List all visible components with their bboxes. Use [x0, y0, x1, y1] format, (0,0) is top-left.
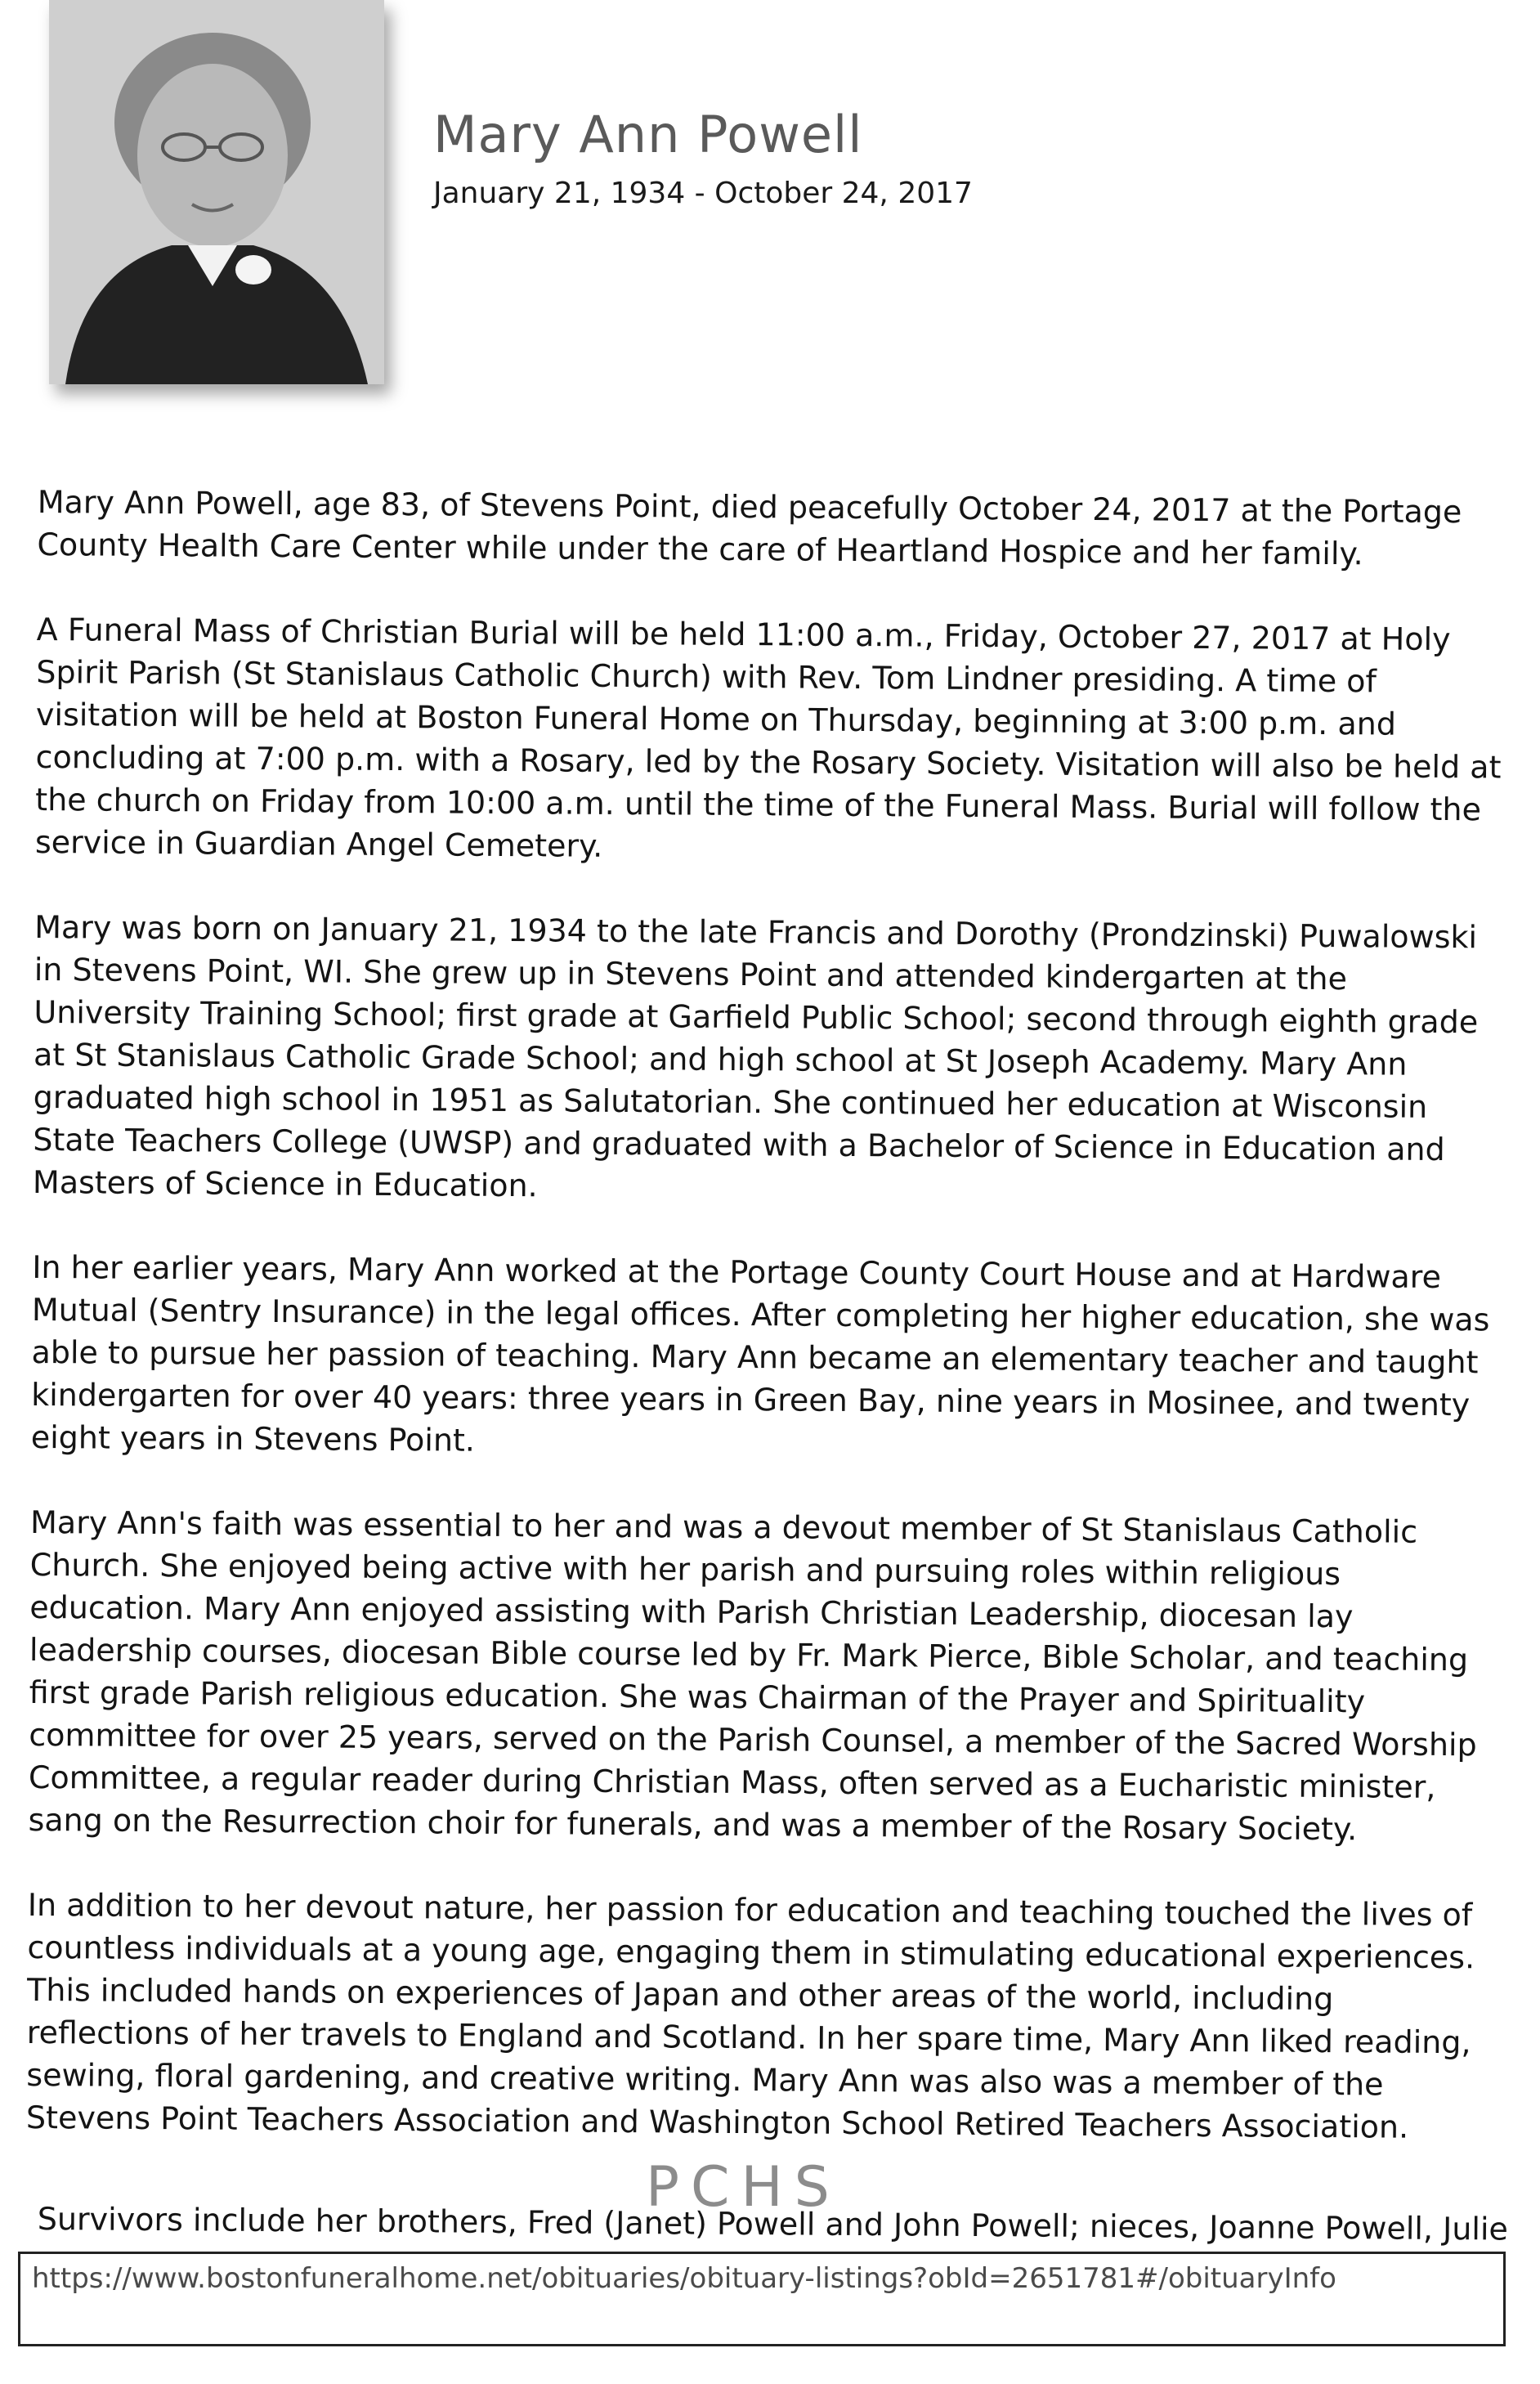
paragraph-funeral-details: A Funeral Mass of Christian Burial will be held 11:00 a.m., Friday, October 27, 2017 at Holy Spirit Parish (St Stanislaus Catholic Church) with Rev. Tom Lindner presiding. A time of visitation will be held at Boston Funeral Home on Thursday, beginning at 3:00 p.m. and concluding at 7:00 p.m. with a Rosary, led by the Rosary Society. Visitation will also be held at the church on Friday from 10:00 a.m. until the time of the Funeral Mass. Burial will follow the service in Guardian Angel Cemetery.	[34, 611, 1502, 864]
paragraph-early-life: Mary was born on January 21, 1934 to the late Francis and Dorothy (Prondzinski) Puwalowski in Stevens Point, WI. She grew up in Stevens Point and attended kindergarten at the University Training School; first grade at Garfield Public School; second through eighth grade at St Stanislaus Catholic Grade School; and high school at St Joseph Academy. Mary Ann graduated high school in 1951 as Salutatorian. She continued her education at Wisconsin State Teachers College (UWSP) and graduated with a Bachelor of Science in Education and Masters of Science in Education.	[32, 908, 1479, 1204]
portrait-illustration	[49, 0, 384, 384]
paragraph-survivors: Survivors include her brothers, Fred (Janet) Powell and John Powell; nieces, Joanne Powell, Julie	[37, 2201, 1509, 2247]
deceased-name: Mary Ann Powell	[433, 105, 863, 164]
paragraph-faith: Mary Ann's faith was essential to her and was a devout member of St Stanislaus Catholic Church. She enjoyed being active with her parish and pursuing roles within religious education. Mary Ann enjoyed assisting with Parish Christian Leadership, diocesan lay leadership courses, diocesan Bible course led by Fr. Mark Pierce, Bible Scholar, and teaching first grade Parish religious education. She was Chairman of the Prayer and Spirituality committee for over 25 years, served on the Parish Counsel, a member of the Sacred Worship Committee, a regular reader during Christian Mass, often served as a Eucharistic minister, sang on the Resurrection choir for funerals, and was a member of the Rosary Society.	[28, 1503, 1477, 1848]
portrait-photo	[49, 0, 384, 384]
source-url[interactable]: https://www.bostonfuneralhome.net/obituaries/obituary-listings?obId=2651781#/obituaryInfo	[18, 2252, 1506, 2346]
obituary-body	[25, 481, 1508, 2192]
watermark: PCHS	[646, 2155, 841, 2220]
life-dates: January 21, 1934 - October 24, 2017	[433, 177, 973, 210]
paragraph-death-notice: Mary Ann Powell, age 83, of Stevens Point, died peacefully October 24, 2017 at the Portage County Health Care Center while under the care of Heartland Hospice and her family.	[37, 483, 1462, 572]
paragraph-interests: In addition to her devout nature, her passion for education and teaching touched the lives of countless individuals at a young age, engaging them in stimulating educational experiences. This included hands on experiences of Japan and other areas of the world, including reflections of her travels to England and Scotland. In her spare time, Mary Ann liked reading, sewing, floral gardening, and creative writing. Mary Ann was also was a member of the Stevens Point Teachers Association and Washington School Retired Teachers Association.	[25, 1886, 1475, 2145]
paragraph-career: In her earlier years, Mary Ann worked at the Portage County Court House and at Hardware Mutual (Sentry Insurance) in the legal offices. After completing her higher education, she was able to pursue her passion of teaching. Mary Ann became an elementary teacher and taught kindergarten for over 40 years: three years in Green Bay, nine years in Mosinee, and twenty eight years in Stevens Point.	[30, 1248, 1490, 1459]
